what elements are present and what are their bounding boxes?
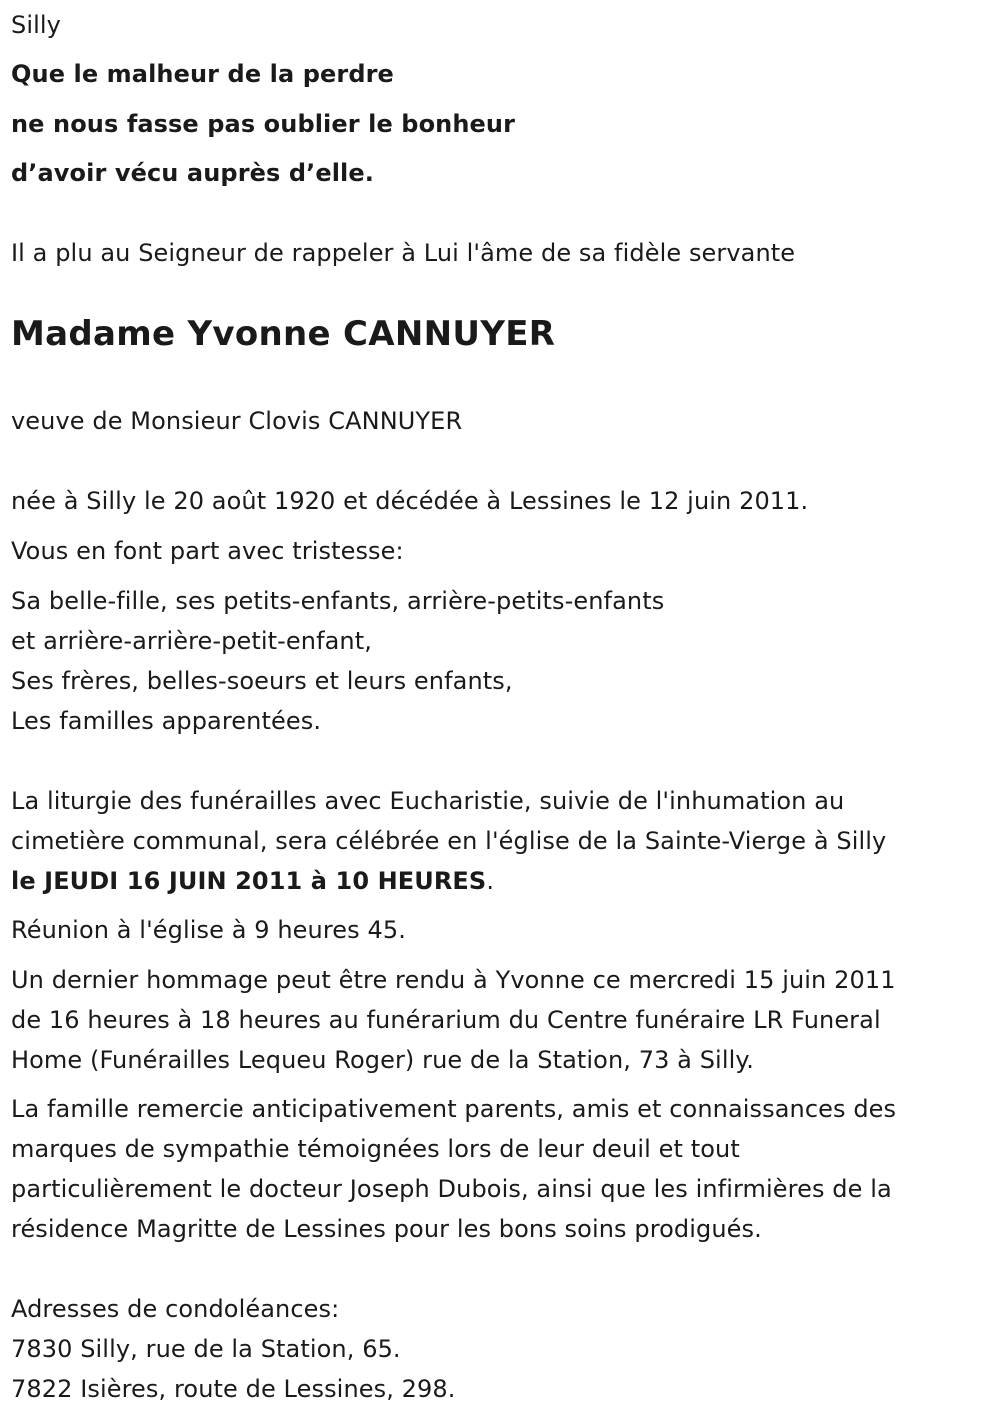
liturgy-line-1: La liturgie des funérailles avec Eucharistie, suivie de l'inhumation au bbox=[11, 787, 845, 815]
quote-line-2: ne nous fasse pas oublier le bonheur bbox=[11, 110, 516, 138]
thanks-line-3: particulièrement le docteur Joseph Dubois, ainsi que les infirmières de la bbox=[11, 1175, 892, 1203]
liturgy-line-2: cimetière communal, sera célébrée en l'église de la Sainte-Vierge à Silly bbox=[11, 827, 887, 855]
location-header: Silly bbox=[11, 11, 61, 39]
quote-line-1: Que le malheur de la perdre bbox=[11, 60, 394, 88]
quote-line-3: d’avoir vécu auprès d’elle. bbox=[11, 159, 374, 187]
thanks-line-4: résidence Magritte de Lessines pour les bons soins prodigués. bbox=[11, 1215, 762, 1243]
family-line-1: Sa belle-fille, ses petits-enfants, arrière-petits-enfants bbox=[11, 587, 665, 615]
liturgy-date-line bbox=[11, 866, 992, 896]
liturgy-date-period: . bbox=[486, 867, 495, 895]
deceased-name: Madame Yvonne CANNUYER bbox=[11, 314, 556, 354]
birth-death-text: née à Silly le 20 août 1920 et décédée à Lessines le 12 juin 2011. bbox=[11, 487, 809, 515]
thanks-line-1: La famille remercie anticipativement parents, amis et connaissances des bbox=[11, 1095, 897, 1123]
thanks-line-2: marques de sympathie témoignées lors de leur deuil et tout bbox=[11, 1135, 740, 1163]
widow-of: veuve de Monsieur Clovis CANNUYER bbox=[11, 407, 463, 435]
address-line-1: 7830 Silly, rue de la Station, 65. bbox=[11, 1335, 401, 1363]
meeting-text: Réunion à l'église à 9 heures 45. bbox=[11, 916, 406, 944]
condolences-title: Adresses de condoléances: bbox=[11, 1295, 340, 1323]
tribute-line-3: Home (Funérailles Lequeu Roger) rue de la Station, 73 à Silly. bbox=[11, 1046, 754, 1074]
intro-text: Il a plu au Seigneur de rappeler à Lui l'âme de sa fidèle servante bbox=[11, 239, 796, 267]
tribute-line-2: de 16 heures à 18 heures au funérarium du Centre funéraire LR Funeral bbox=[11, 1006, 881, 1034]
family-line-4: Les familles apparentées. bbox=[11, 707, 322, 735]
announce-text: Vous en font part avec tristesse: bbox=[11, 537, 404, 565]
address-line-2: 7822 Isières, route de Lessines, 298. bbox=[11, 1375, 456, 1403]
family-line-3: Ses frères, belles-soeurs et leurs enfants, bbox=[11, 667, 513, 695]
liturgy-date: le JEUDI 16 JUIN 2011 à 10 HEURES bbox=[11, 867, 487, 895]
family-line-2: et arrière-arrière-petit-enfant, bbox=[11, 627, 372, 655]
tribute-line-1: Un dernier hommage peut être rendu à Yvonne ce mercredi 15 juin 2011 bbox=[11, 966, 896, 994]
